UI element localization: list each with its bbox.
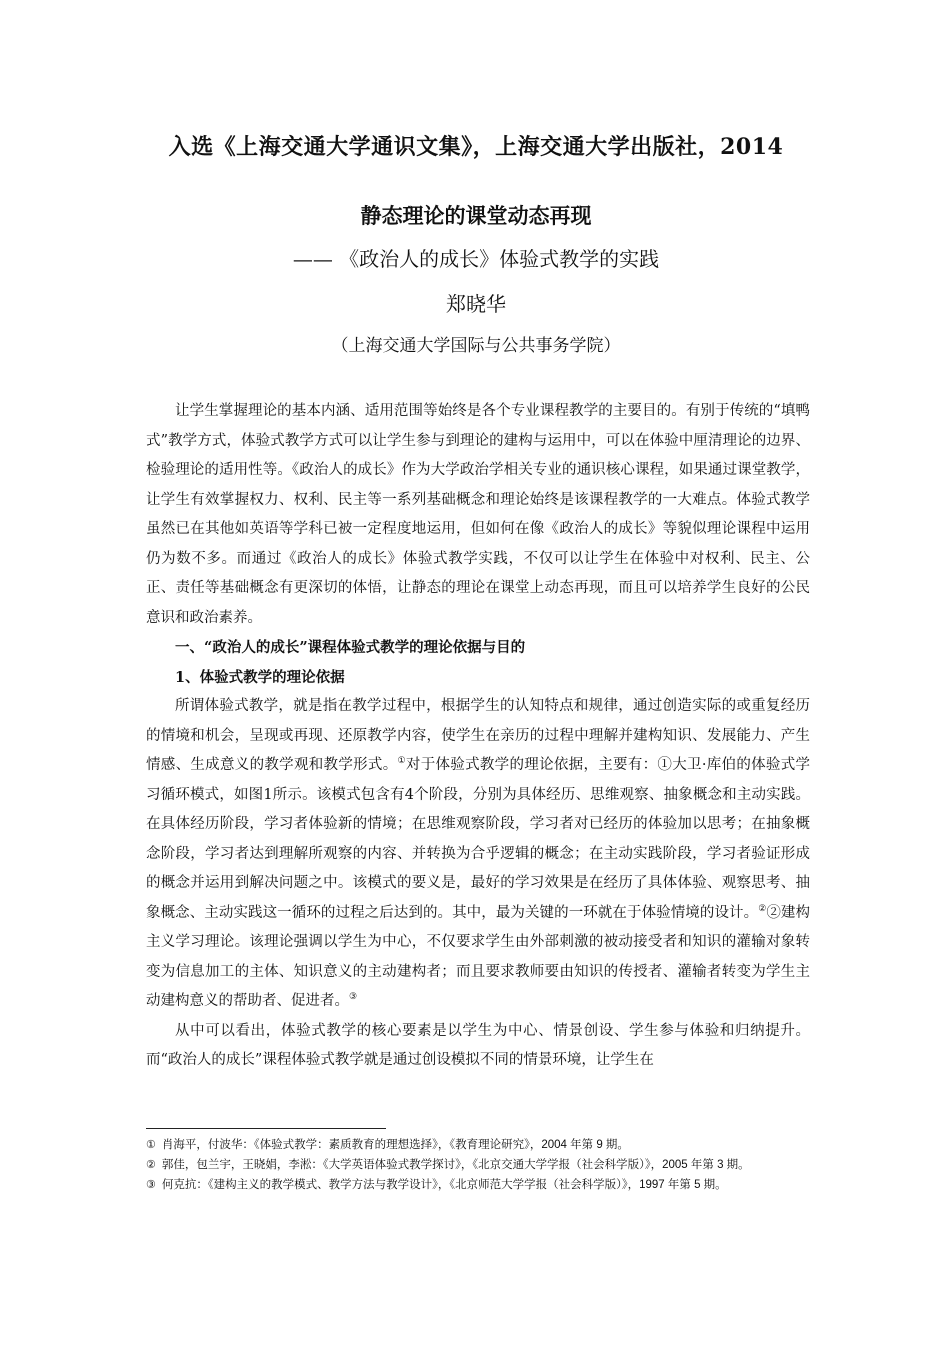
paper-body: [146, 397, 810, 1076]
section-heading-1: 一、“政治人的成长”课程体验式教学的理论依据与目的: [175, 639, 526, 656]
author-name: 郑晓华: [446, 292, 506, 316]
summary-paragraph: 从中可以看出，体验式教学的核心要素是以学生为中心、情景创设、学生参与体验和归纳提升。而“政治人的成长”课程体验式教学就是通过创设模拟不同的情景环境，让学生在: [146, 1022, 810, 1068]
footnote-mark: ③: [146, 1179, 156, 1191]
footnote-ref-1[interactable]: ①: [397, 756, 406, 767]
footnote-item: [146, 1176, 810, 1195]
intro-paragraph: 让学生掌握理论的基本内涵、适用范围等始终是各个专业课程教学的主要目的。有别于传统的“填鸭式”教学方式，体验式教学方式可以让学生参与到理论的建构与运用中，可以在体验中厘清理论的边界、检验理论的适用性等。《政治人的成长》作为大学政治学相关专业的通识核心课程，如果通过课堂教学，让学生有效掌握权力、权利、民主等一系列基础概念和理论始终是该课程教学的一大难点。体验式教学虽然已在其他如英语等学科已被一定程度地运用，但如何在像《政治人的成长》等貌似理论课程中运用仍为数不多。而通过《政治人的成长》体验式教学实践，不仅可以让学生在体验中对权利、民主、公正、责任等基础概念有更深切的体悟，让静态的理论在课堂上动态再现，而且可以培养学生良好的公民意识和政治素养。: [146, 403, 810, 626]
paper-title: 静态理论的课堂动态再现: [360, 203, 592, 228]
paper-subtitle: —— 《政治人的成长》体验式教学的实践: [292, 247, 660, 271]
footnote-item: [146, 1136, 810, 1155]
footnote-text: 何克抗：《建构主义的教学模式、教学方法与教学设计》，《北京师范大学学报（社会科学版）》，1997 年第 5 期。: [161, 1179, 727, 1191]
publication-header: 入选《上海交通大学通识文集》，上海交通大学出版社，2014: [168, 134, 784, 160]
footnote-separator: [146, 1128, 386, 1129]
footnote-text: 郭佳，包兰宇，王晓娟，李淞：《大学英语体验式教学探讨》，《北京交通大学学报（社会科学版）》，2005 年第 3 期。: [161, 1159, 750, 1171]
footnote-mark: ②: [146, 1159, 156, 1171]
theory-paragraph: [146, 692, 810, 1017]
footnotes: [146, 1136, 810, 1196]
theory-text-a: 所谓体验式教学，就是指在教学过程中，根据学生的认知特点和规律，通过创造实际的或重复经历的情境和机会，呈现或再现、还原教学内容，使学生在亲历的过程中理解并建构知识、发展能力、产生情感、生成意义的教学观和教学形式。: [146, 698, 810, 773]
footnote-item: [146, 1156, 810, 1175]
footnote-mark: ①: [146, 1139, 156, 1151]
theory-text-b: 对于体验式教学的理论依据，主要有：①大卫·库伯的体验式学习循环模式，如图1所示。该模式包含有4个阶段，分别为具体经历、思维观察、抽象概念和主动实践。在具体经历阶段，学习者体验新的情境；在思维观察阶段，学习者对已经历的体验加以思考；在抽象概念阶段，学习者达到理解所观察的内容、并转换为合乎逻辑的概念；在主动实践阶段，学习者验证形成的概念并运用到解决问题之中。该模式的要义是，最好的学习效果是在经历了具体体验、观察思考、抽象概念、主动实践这一循环的过程之后达到的。其中，最为关键的一环就在于体验情境的设计。: [146, 757, 811, 921]
footnote-text: 肖海平，付波华：《体验式教学：素质教育的理想选择》，《教育理论研究》，2004 年第 9 期。: [161, 1139, 629, 1151]
theory-text-c: ②建构主义学习理论。该理论强调以学生为中心，不仅要求学生由外部刺激的被动接受者和知识的灌输对象转变为信息加工的主体、知识意义的主动建构者；而且要求教师要由知识的传授者、灌输者转变为学生主动建构意义的帮助者、促进者。: [146, 904, 811, 1009]
author-affiliation: （上海交通大学国际与公共事务学院）: [331, 336, 621, 356]
footnote-ref-2[interactable]: ②: [758, 903, 767, 914]
subsection-heading-1-1: 1、体验式教学的理论依据: [175, 668, 345, 686]
footnote-ref-3[interactable]: ③: [349, 992, 358, 1003]
